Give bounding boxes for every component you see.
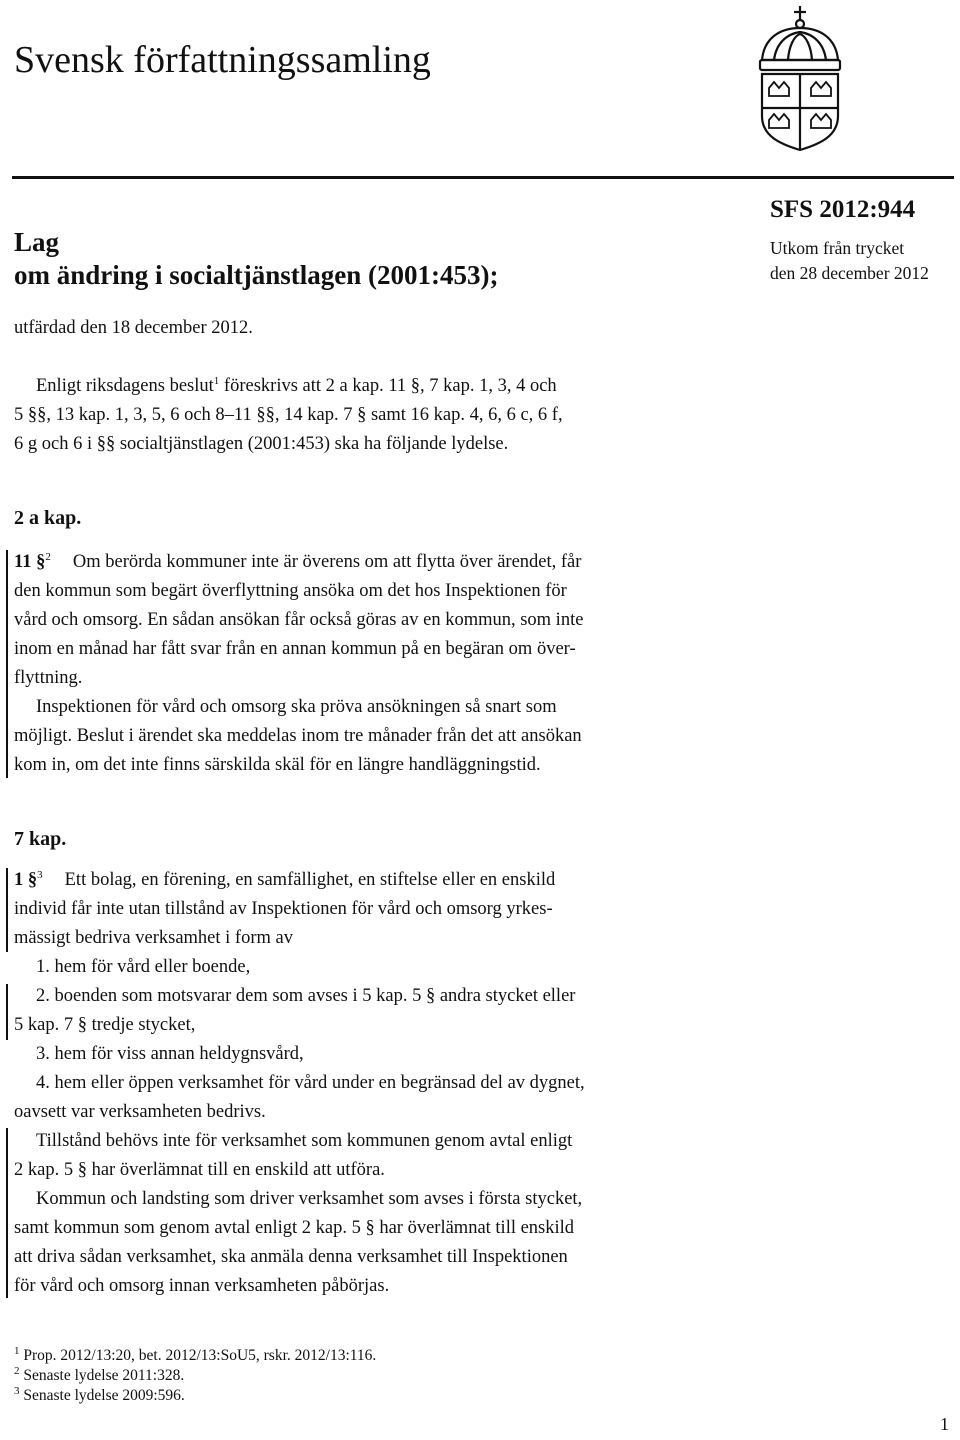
list-item: 3. hem för viss annan heldygnsvård, [36, 1044, 304, 1064]
issued-date: utfärdad den 18 december 2012. [14, 318, 253, 338]
collection-title: Svensk författningssamling [14, 39, 431, 81]
law-title-line-2: om ändring i socialtjänstlagen (2001:453); [14, 260, 499, 290]
header-rule [12, 176, 954, 179]
footnote [14, 1346, 376, 1366]
footnote-mark: 3 [14, 1384, 20, 1397]
publication-date [770, 236, 929, 286]
preamble-text: föreskrivs att 2 a kap. 11 §, 7 kap. 1, 3, 4 och [219, 376, 557, 396]
preamble-line-2: 5 §§, 13 kap. 1, 3, 5, 6 och 8–11 §§, 14 kap. 7 § samt 16 kap. 4, 6, 6 c, 6 f, [14, 405, 563, 425]
section-line: Kommun och landsting som driver verksamhet som avses i första stycket, [36, 1189, 583, 1209]
footnote-text: Prop. 2012/13:20, bet. 2012/13:SoU5, rskr. 2012/13:116. [23, 1347, 377, 1364]
published-line-1: Utkom från trycket [770, 238, 905, 258]
chapter-2a-heading: 2 a kap. [14, 507, 82, 529]
published-line-2: den 28 december 2012 [770, 263, 929, 283]
list-item: 2. boenden som motsvarar dem som avses i 5 kap. 5 § andra stycket eller [36, 986, 576, 1006]
change-marker-bar [6, 984, 8, 1040]
section-text: Om berörda kommuner inte är överens om att flytta över ärendet, får [72, 552, 582, 572]
section-line: den kommun som begärt överflyttning ansöka om det hos Inspektionen för [14, 581, 567, 601]
section-line: vård och omsorg. En sådan ansökan får också göras av en kommun, som inte [14, 610, 584, 630]
page-number: 1 [940, 1414, 949, 1434]
footnote-ref: 2 [45, 550, 51, 563]
section-line: Inspektionen för vård och omsorg ska pröva ansökningen så snart som [36, 697, 557, 717]
footnote [14, 1366, 376, 1386]
section-text: Ett bolag, en förening, en samfällighet, en stiftelse eller en enskild [64, 870, 556, 890]
footnote [14, 1386, 376, 1406]
preamble-line-1 [14, 372, 736, 401]
section-number: 11 § [14, 552, 46, 572]
footnote-text: Senaste lydelse 2009:596. [23, 1387, 185, 1404]
footnote-mark: 1 [14, 1344, 20, 1357]
section-line: flyttning. [14, 668, 83, 688]
list-item: 1. hem för vård eller boende, [36, 957, 251, 977]
law-title [14, 226, 498, 292]
law-title-line-1: Lag [14, 227, 60, 257]
sfs-number: SFS 2012:944 [770, 196, 916, 223]
chapter-2a-section-11 [14, 548, 736, 780]
footnote-ref: 3 [37, 868, 43, 881]
preamble [14, 372, 736, 459]
section-line: 2 kap. 5 § har överlämnat till en enskild att utföra. [14, 1160, 385, 1180]
section-line: samt kommun som genom avtal enligt 2 kap. 5 § har överlämnat till enskild [14, 1218, 575, 1238]
section-line: 5 kap. 7 § tredje stycket, [14, 1015, 196, 1035]
change-marker-bar [6, 868, 8, 952]
section-first-line [14, 866, 736, 895]
preamble-text: Enligt riksdagens beslut [36, 376, 214, 396]
footnote-text: Senaste lydelse 2011:328. [23, 1367, 185, 1384]
section-line: kom in, om det inte finns särskilda skäl för en längre handläggningstid. [14, 755, 541, 775]
chapter-7-heading: 7 kap. [14, 828, 67, 850]
change-marker-bar [6, 1128, 8, 1298]
change-marker-bar [6, 550, 8, 778]
coat-of-arms-emblem [752, 4, 848, 152]
section-number: 1 § [14, 870, 38, 890]
section-line: för vård och omsorg innan verksamheten påbörjas. [14, 1276, 390, 1296]
footnote-ref: 1 [213, 374, 220, 387]
section-line: mässigt bedriva verksamhet i form av [14, 928, 293, 948]
chapter-7-section-1 [14, 866, 736, 1301]
section-first-line [14, 548, 736, 577]
section-line: Tillstånd behövs inte för verksamhet som kommunen genom avtal enligt [36, 1131, 573, 1151]
section-line: inom en månad har fått svar från en annan kommun på en begäran om över- [14, 639, 576, 659]
section-line: oavsett var verksamheten bedrivs. [14, 1102, 266, 1122]
section-line: möjligt. Beslut i ärendet ska meddelas inom tre månader från det att ansökan [14, 726, 582, 746]
footnotes [14, 1346, 376, 1406]
list-item: 4. hem eller öppen verksamhet för vård under en begränsad del av dygnet, [36, 1073, 585, 1093]
preamble-line-3: 6 g och 6 i §§ socialtjänstlagen (2001:453) ska ha följande lydelse. [14, 434, 509, 454]
section-line: individ får inte utan tillstånd av Inspektionen för vård och omsorg yrkes- [14, 899, 553, 919]
footnote-mark: 2 [14, 1364, 20, 1377]
section-line: att driva sådan verksamhet, ska anmäla denna verksamhet till Inspektionen [14, 1247, 568, 1267]
